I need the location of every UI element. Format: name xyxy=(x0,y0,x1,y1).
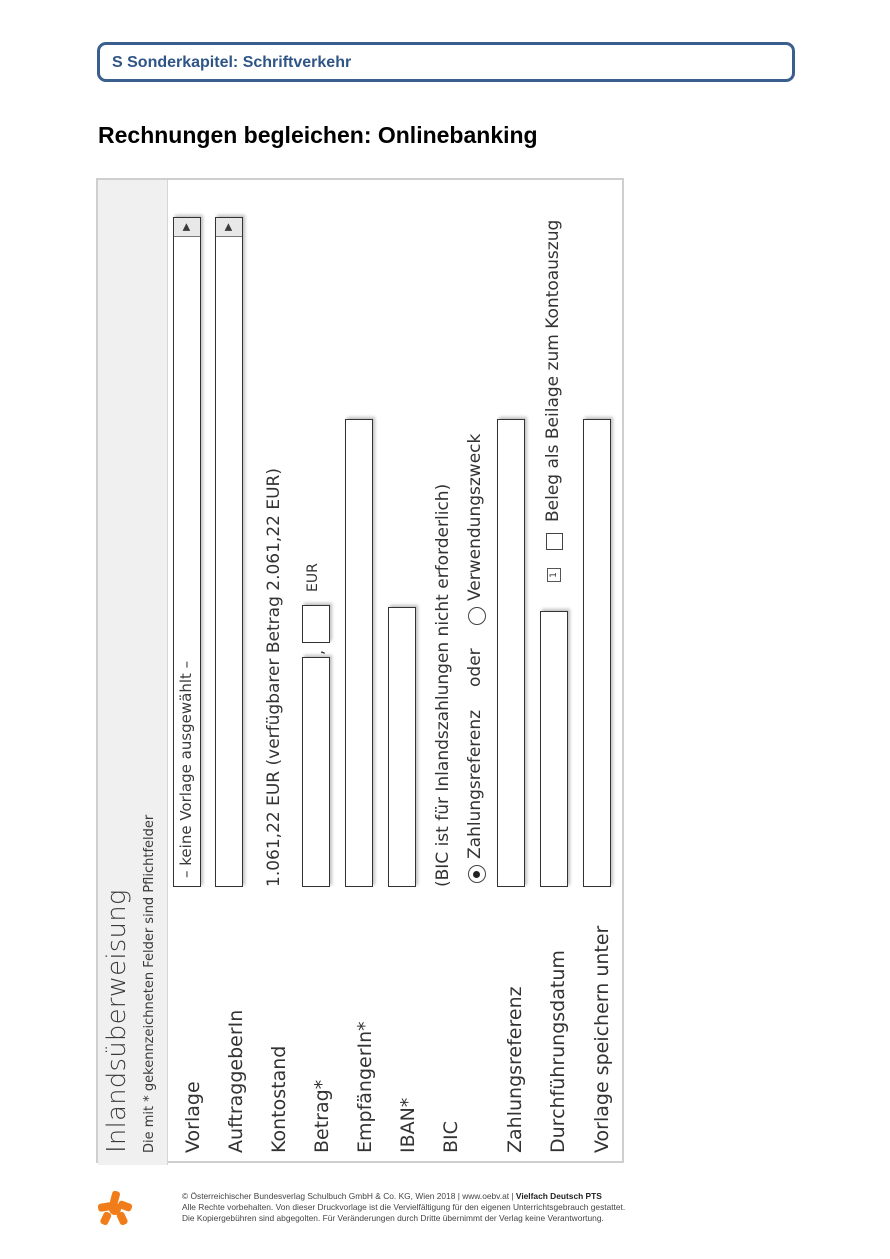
beleg-checkbox[interactable] xyxy=(546,533,563,550)
betrag-cent-input[interactable] xyxy=(302,605,330,643)
footer-line-2: Alle Rechte vorbehalten. Von dieser Druckvorlage ist die Vervielfältigung für den eigenen Unterrichtsgebrauch gestattet. xyxy=(182,1202,626,1212)
publisher-logo-icon xyxy=(97,1190,133,1226)
footer-line-1 xyxy=(182,1191,625,1202)
vorlage-select-value: – keine Vorlage ausgewählt – xyxy=(177,660,195,878)
auftraggeber-select[interactable] xyxy=(215,217,243,887)
betrag-currency: EUR xyxy=(305,563,321,592)
radio-zahlungsreferenz-label: Zahlungsreferenz xyxy=(465,709,485,859)
page-title: Rechnungen begleichen: Onlinebanking xyxy=(98,122,538,148)
radio-oder-label: oder xyxy=(465,648,485,687)
form-subtitle: Die mit * gekennzeichneten Felder sind Pflichtfelder xyxy=(142,814,157,1153)
bic-note: (BIC ist für Inlandszahlungen nicht erforderlich) xyxy=(433,483,453,887)
form-title: Inlandsüberweisung xyxy=(102,889,132,1153)
label-durchfuehrungsdatum: Durchführungsdatum xyxy=(547,950,569,1153)
chapter-label: S Sonderkapitel: Schriftverkehr xyxy=(112,54,352,71)
label-auftraggeber: AuftraggeberIn xyxy=(225,1009,247,1153)
rotated-form-content xyxy=(98,180,626,1165)
footer-copyright: © Österreichischer Bundesverlag Schulbuch GmbH & Co. KG, Wien 2018 | www.oebv.at | xyxy=(182,1191,516,1201)
label-vorlage: Vorlage xyxy=(182,1081,204,1153)
radio-verwendungszweck-label: Verwendungszweck xyxy=(465,433,485,601)
durchfuehrungsdatum-input[interactable] xyxy=(540,611,568,887)
dropdown-arrow-icon[interactable]: ▶ xyxy=(216,218,242,237)
radio-selected-dot xyxy=(473,871,480,878)
chapter-header xyxy=(97,42,795,82)
footer-line-3: Die Kopiergebühren sind abgegolten. Für Veränderungen durch Dritte übernimmt der Verlag keine Verantwortung. xyxy=(182,1213,604,1223)
vorlage-select[interactable] xyxy=(173,217,201,887)
radio-verwendungszweck[interactable] xyxy=(468,607,486,625)
beleg-label: Beleg als Beilage zum Kontoauszug xyxy=(543,219,563,522)
empfaenger-input[interactable] xyxy=(345,419,373,887)
form-header xyxy=(98,180,168,1165)
label-empfaenger: EmpfängerIn* xyxy=(354,1021,376,1153)
label-bic: BIC xyxy=(440,1121,462,1153)
transfer-form xyxy=(96,178,624,1163)
betrag-euro-input[interactable] xyxy=(302,657,330,887)
label-kontostand: Kontostand xyxy=(268,1045,290,1153)
radio-zahlungsreferenz[interactable] xyxy=(468,865,486,883)
iban-input[interactable] xyxy=(388,607,416,887)
label-vorlage-speichern: Vorlage speichern unter xyxy=(591,925,613,1153)
kontostand-value: 1.061,22 EUR (verfügbarer Betrag 2.061,22 EUR) xyxy=(264,468,284,887)
footer xyxy=(182,1191,625,1224)
zahlungsreferenz-input[interactable] xyxy=(497,419,525,887)
vorlage-speichern-input[interactable] xyxy=(583,419,611,887)
label-zahlungsreferenz: Zahlungsreferenz xyxy=(504,986,526,1153)
label-iban: IBAN* xyxy=(397,1097,419,1153)
betrag-separator: , xyxy=(308,649,327,655)
calendar-icon[interactable]: 1 xyxy=(547,568,561,582)
footer-product: Vielfach Deutsch PTS xyxy=(515,1191,602,1201)
label-betrag: Betrag* xyxy=(311,1079,333,1153)
dropdown-arrow-icon[interactable]: ▶ xyxy=(174,218,200,237)
